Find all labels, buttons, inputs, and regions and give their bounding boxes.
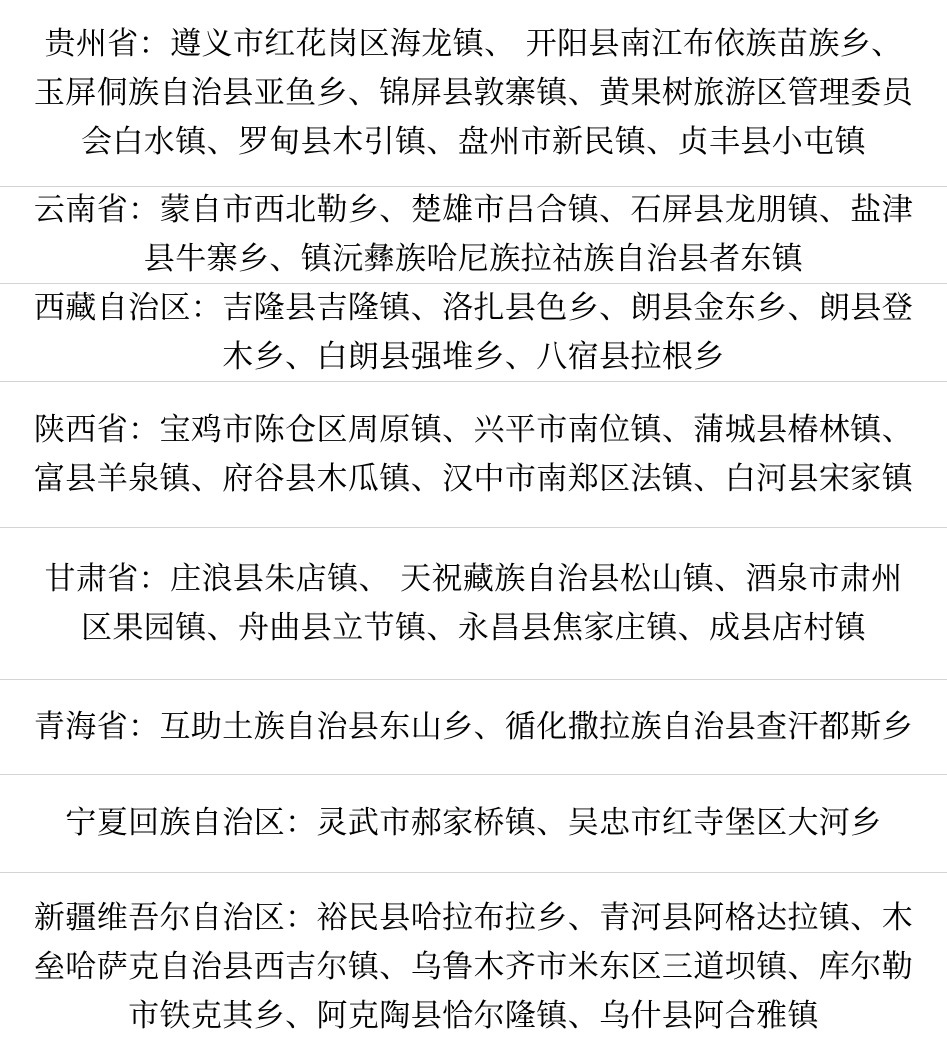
entry-gansu [0, 528, 947, 679]
entry-line: 木乡、白朗县强堆乡、八宿县拉根乡 [222, 338, 725, 375]
entry-line: 玉屏侗族自治县亚鱼乡、锦屏县敦寨镇、黄果树旅游区管理委员 [33, 74, 914, 111]
entry-line: 甘肃省：庄浪县朱店镇、 天祝藏族自治县松山镇、酒泉市肃州 [44, 560, 903, 597]
entry-text [0, 799, 947, 848]
entry-text [0, 186, 947, 284]
entry-text [0, 703, 947, 752]
entry-shaanxi [0, 382, 947, 527]
entry-qinghai [0, 680, 947, 774]
entry-text [0, 555, 947, 653]
entry-guizhou [0, 0, 947, 186]
entry-line: 新疆维吾尔自治区：裕民县哈拉布拉乡、青河县阿格达拉镇、木 [33, 900, 914, 936]
entry-line: 县牛寨乡、镇沅彝族哈尼族拉祜族自治县者东镇 [143, 241, 804, 277]
entry-text [0, 20, 947, 167]
entry-line: 区果园镇、舟曲县立节镇、永昌县焦家庄镇、成县店村镇 [81, 609, 866, 646]
entry-yunnan [0, 187, 947, 283]
entry-line: 市铁克其乡、阿克陶县恰尔隆镇、乌什县阿合雅镇 [128, 998, 819, 1034]
entry-ningxia [0, 775, 947, 872]
entry-line: 西藏自治区：吉隆县吉隆镇、洛扎县色乡、朗县金东乡、朗县登 [33, 289, 914, 326]
entry-text [0, 894, 947, 1041]
entry-text [0, 284, 947, 382]
entry-line: 垒哈萨克自治县西吉尔镇、乌鲁木齐市米东区三道坝镇、库尔勒 [33, 949, 914, 985]
entry-line: 会白水镇、罗甸县木引镇、盘州市新民镇、贞丰县小屯镇 [81, 123, 866, 160]
entry-text [0, 406, 947, 504]
entry-line: 宁夏回族自治区：灵武市郝家桥镇、吴忠市红寺堡区大河乡 [65, 805, 882, 841]
entry-line: 贵州省：遵义市红花岗区海龙镇、 开阳县南江布依族苗族乡、 [44, 25, 903, 62]
entry-xizang [0, 284, 947, 381]
entry-line: 陕西省：宝鸡市陈仓区周原镇、兴平市南位镇、蒲城县椿林镇、 [33, 411, 914, 448]
entry-line: 云南省：蒙自市西北勒乡、楚雄市吕合镇、石屏县龙朋镇、盐津 [33, 192, 914, 228]
entry-line: 青海省：互助土族自治县东山乡、循化撒拉族自治县查汗都斯乡 [33, 708, 914, 745]
entry-xinjiang [0, 873, 947, 1062]
entry-line: 富县羊泉镇、府谷县木瓜镇、汉中市南郑区法镇、白河县宋家镇 [33, 460, 914, 497]
